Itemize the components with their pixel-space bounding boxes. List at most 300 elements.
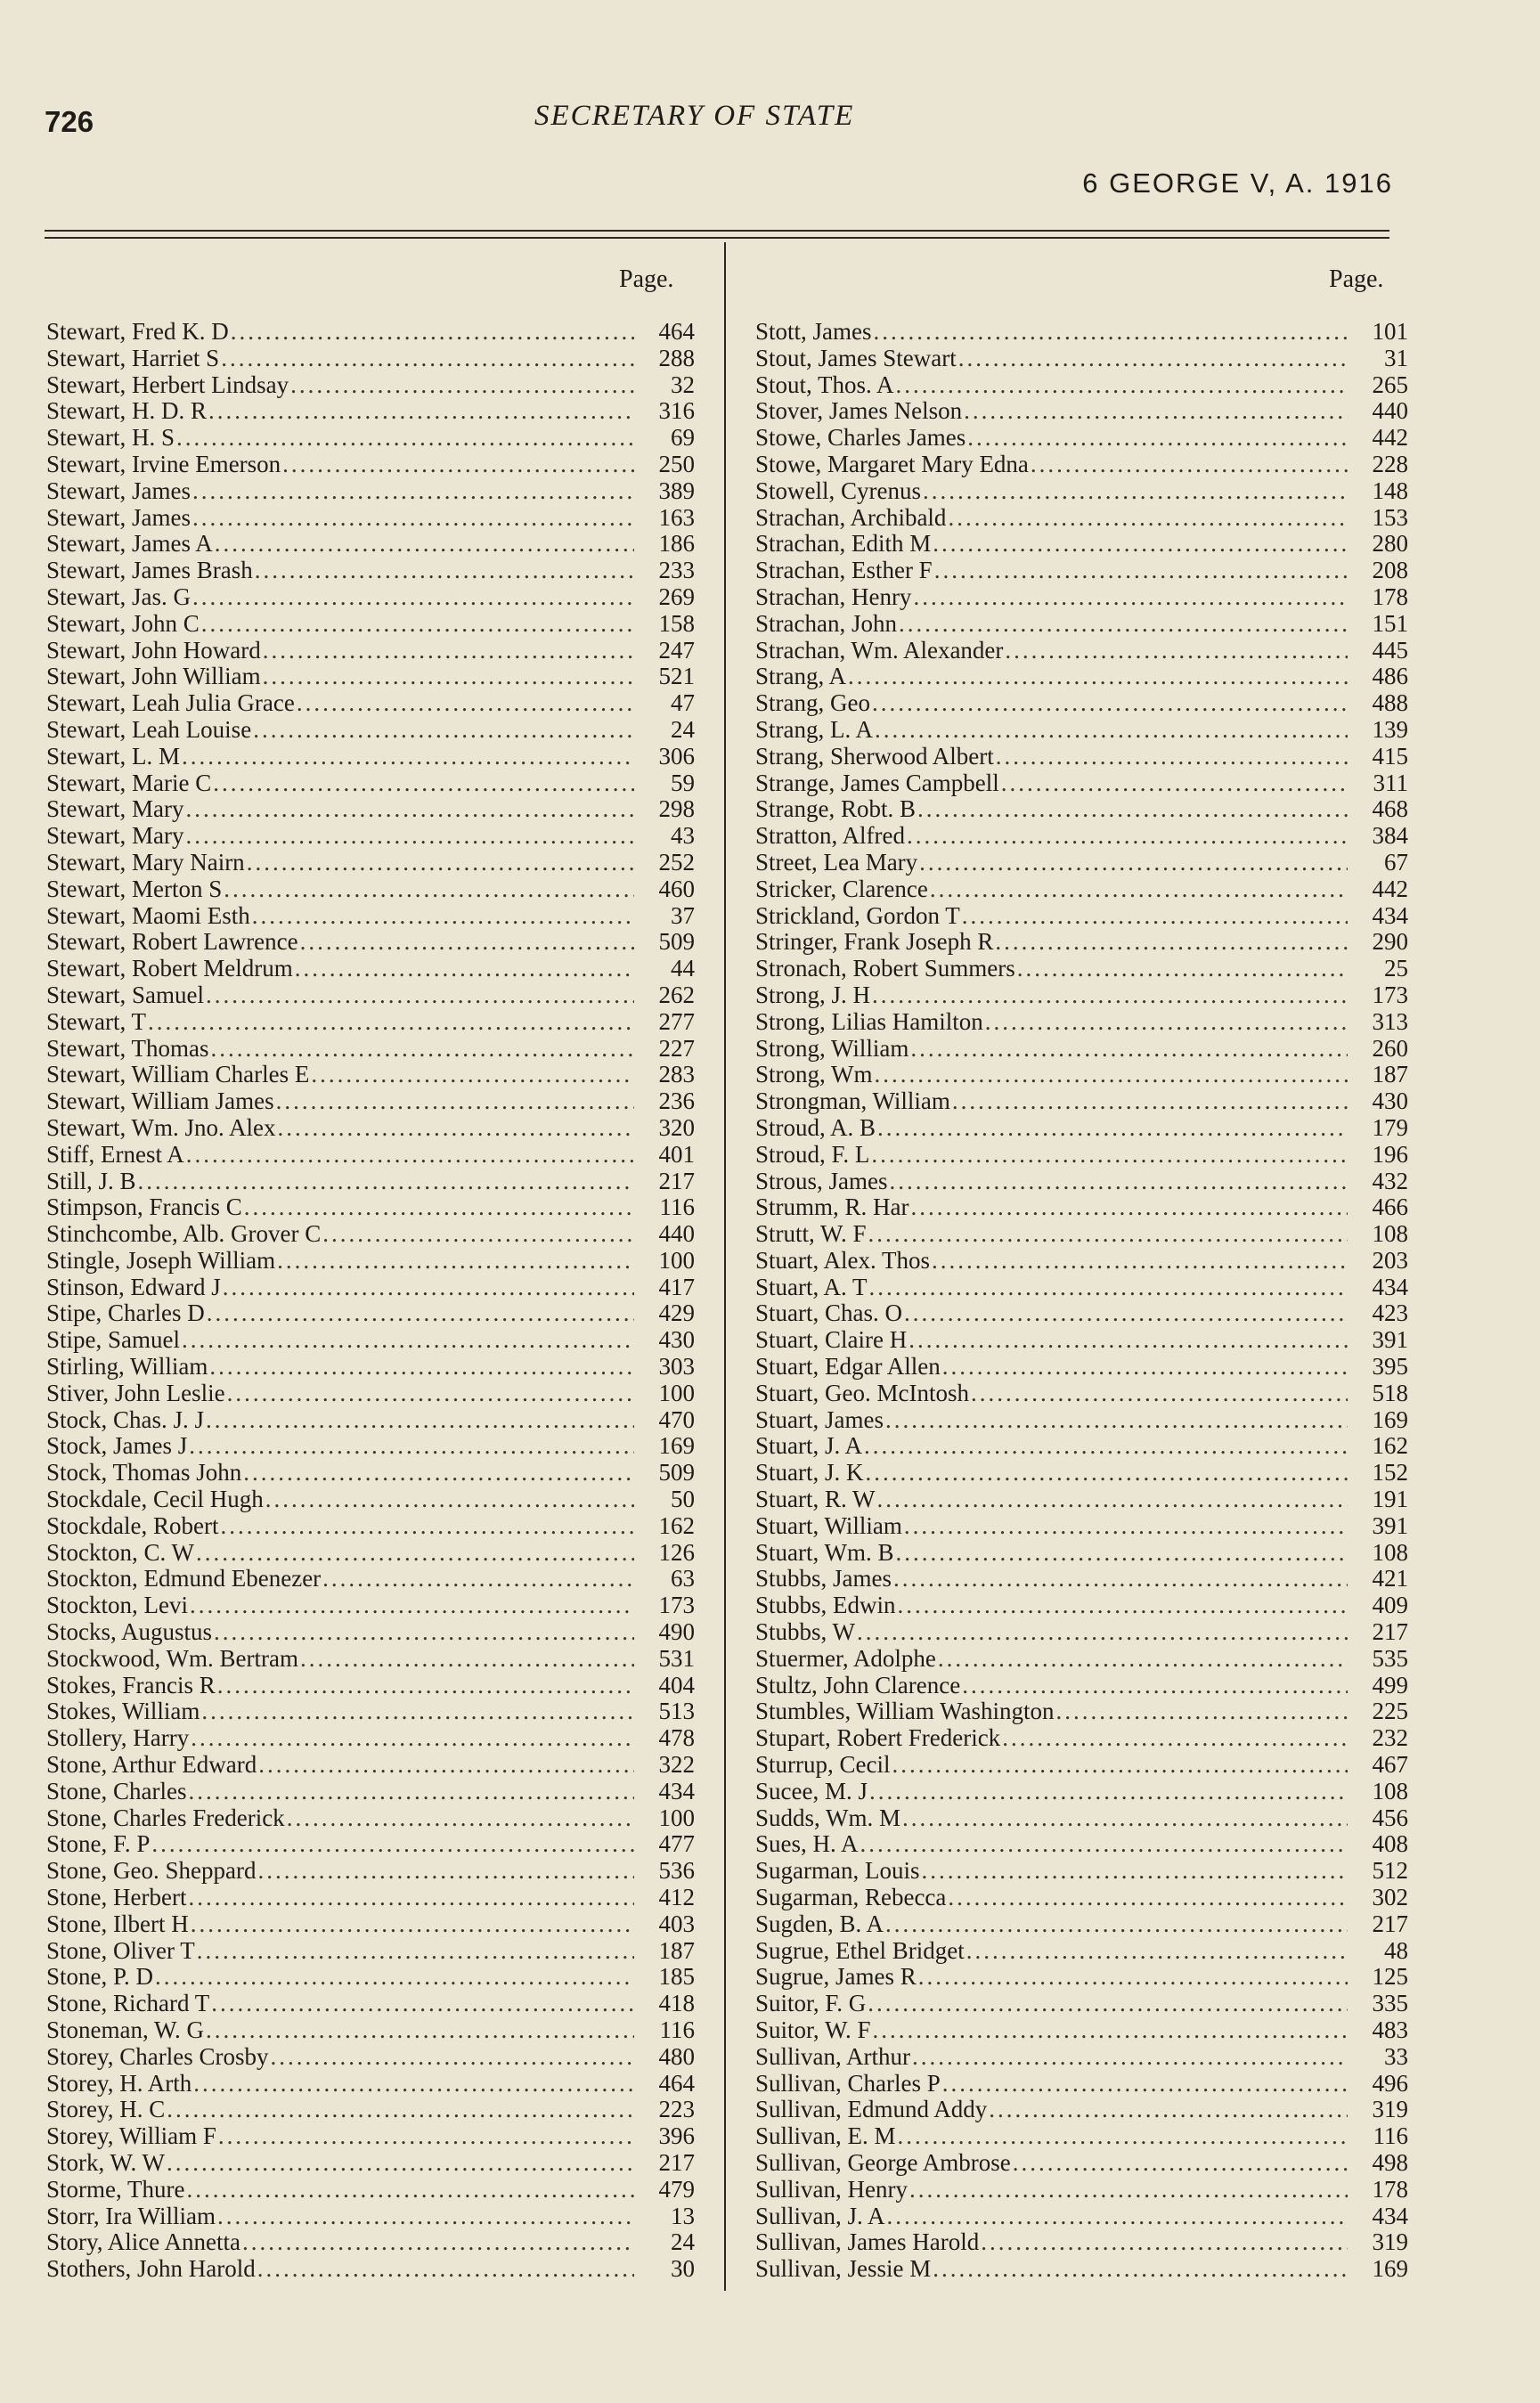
index-entry bbox=[755, 956, 1408, 982]
dot-leader bbox=[902, 1805, 1348, 1832]
entry-name: Stiff, Ernest A bbox=[46, 1141, 184, 1168]
entry-name: Sugarman, Rebecca bbox=[755, 1885, 947, 1911]
dot-leader bbox=[270, 2044, 634, 2071]
entry-name: Stewart, Mary bbox=[46, 823, 184, 850]
dot-leader bbox=[186, 1142, 634, 1169]
index-entry bbox=[46, 1566, 695, 1592]
index-entry bbox=[755, 690, 1408, 717]
index-entry bbox=[46, 372, 695, 399]
entry-name: Stone, P. D bbox=[46, 1964, 154, 1991]
entry-page-number: 179 bbox=[1372, 1114, 1408, 1141]
dot-leader bbox=[930, 876, 1348, 903]
index-entry bbox=[755, 2203, 1408, 2230]
entry-page-number: 25 bbox=[1384, 956, 1408, 982]
entry-page-number: 67 bbox=[1384, 849, 1408, 876]
entry-name: Sullivan, Edmund Addy bbox=[755, 2097, 988, 2123]
entry-name: Sugrue, Ethel Bridget bbox=[755, 1937, 965, 1964]
index-entry bbox=[755, 319, 1408, 346]
entry-page-number: 434 bbox=[1372, 2203, 1408, 2229]
index-entry bbox=[755, 2123, 1408, 2150]
entry-page-number: 303 bbox=[658, 1354, 695, 1381]
index-entry bbox=[46, 1513, 695, 1540]
dot-leader bbox=[923, 478, 1348, 505]
dot-leader bbox=[224, 876, 634, 903]
dot-leader bbox=[218, 2123, 634, 2150]
entry-page-number: 467 bbox=[1372, 1752, 1408, 1779]
index-entry bbox=[46, 664, 695, 690]
dot-leader bbox=[1005, 638, 1348, 664]
index-entry bbox=[755, 1858, 1408, 1885]
dot-leader bbox=[966, 1938, 1348, 1965]
entry-name: Stuart, Edgar Allen bbox=[755, 1354, 941, 1381]
entry-page-number: 30 bbox=[671, 2256, 695, 2283]
entry-name: Street, Lea Mary bbox=[755, 849, 918, 876]
entry-page-number: 252 bbox=[658, 849, 695, 876]
dot-leader bbox=[247, 850, 634, 876]
dot-leader bbox=[877, 1115, 1348, 1142]
entry-name: Stubbs, James bbox=[755, 1566, 892, 1592]
dot-leader bbox=[277, 1248, 634, 1275]
dot-leader bbox=[148, 1009, 634, 1036]
dot-leader bbox=[167, 2150, 634, 2177]
entry-name: Sullivan, Charles P bbox=[755, 2070, 941, 2097]
entry-page-number: 391 bbox=[1372, 1512, 1408, 1539]
entry-page-number: 236 bbox=[658, 1088, 695, 1115]
dot-leader bbox=[282, 452, 634, 478]
dot-leader bbox=[869, 1275, 1348, 1301]
dot-leader bbox=[227, 1381, 634, 1407]
entry-name: Strong, Wm bbox=[755, 1062, 873, 1088]
index-entry bbox=[46, 1009, 695, 1036]
entry-name: Stewart, Mary Nairn bbox=[46, 849, 245, 876]
index-entry bbox=[46, 2097, 695, 2123]
dot-leader bbox=[208, 398, 634, 425]
dot-leader bbox=[176, 425, 634, 452]
entry-name: Sullivan, J. A bbox=[755, 2203, 885, 2229]
entry-name: Strang, L. A bbox=[755, 716, 873, 743]
dot-leader bbox=[932, 1248, 1348, 1275]
entry-name: Stewart, Harriet S bbox=[46, 345, 220, 371]
dot-leader bbox=[938, 1646, 1348, 1673]
entry-page-number: 100 bbox=[658, 1380, 695, 1406]
entry-page-number: 423 bbox=[1372, 1300, 1408, 1327]
entry-page-number: 512 bbox=[1372, 1858, 1408, 1885]
dot-leader bbox=[918, 1964, 1348, 1991]
index-entry bbox=[46, 425, 695, 452]
dot-leader bbox=[201, 1698, 634, 1725]
index-entry bbox=[755, 1487, 1408, 1513]
entry-name: Stroud, A. B bbox=[755, 1114, 876, 1141]
entry-page-number: 479 bbox=[658, 2176, 695, 2203]
dot-leader bbox=[191, 1725, 634, 1752]
dot-leader bbox=[917, 796, 1348, 823]
entry-page-number: 125 bbox=[1372, 1964, 1408, 1991]
index-entry bbox=[755, 1300, 1408, 1327]
entry-name: Stowell, Cyrenus bbox=[755, 477, 921, 504]
entry-page-number: 158 bbox=[658, 610, 695, 637]
dot-leader bbox=[1031, 452, 1348, 478]
index-entry bbox=[755, 2017, 1408, 2044]
entry-page-number: 217 bbox=[658, 2149, 695, 2176]
entry-page-number: 319 bbox=[1372, 2229, 1408, 2256]
dot-leader bbox=[1017, 956, 1348, 982]
index-entry bbox=[755, 372, 1408, 399]
entry-page-number: 217 bbox=[658, 1168, 695, 1194]
entry-name: Stone, Charles bbox=[46, 1778, 187, 1804]
entry-name: Stockdale, Robert bbox=[46, 1512, 219, 1539]
entry-name: Strang, Sherwood Albert bbox=[755, 743, 994, 770]
dot-leader bbox=[967, 425, 1348, 452]
entry-page-number: 408 bbox=[1372, 1831, 1408, 1858]
entry-name: Strumm, R. Har bbox=[755, 1194, 909, 1221]
dot-leader bbox=[869, 1779, 1348, 1805]
index-entry bbox=[46, 1327, 695, 1354]
entry-page-number: 116 bbox=[659, 1194, 695, 1221]
column-divider bbox=[724, 242, 726, 2291]
entry-name: Storr, Ira William bbox=[46, 2203, 216, 2229]
index-entry bbox=[46, 1858, 695, 1885]
entry-page-number: 434 bbox=[1372, 902, 1408, 929]
dot-leader bbox=[191, 1911, 634, 1938]
dot-leader bbox=[971, 1381, 1348, 1407]
dot-leader bbox=[213, 770, 634, 797]
entry-name: Strachan, Wm. Alexander bbox=[755, 637, 1004, 664]
entry-name: Strong, Lilias Hamilton bbox=[755, 1008, 983, 1035]
index-entry bbox=[755, 611, 1408, 638]
dot-leader bbox=[277, 1115, 634, 1142]
index-entry bbox=[755, 1540, 1408, 1567]
dot-leader bbox=[981, 2229, 1348, 2256]
dot-leader bbox=[887, 2203, 1348, 2230]
entry-name: Sugarman, Louis bbox=[755, 1858, 920, 1885]
dot-leader bbox=[210, 1036, 634, 1063]
index-entry bbox=[755, 1964, 1408, 1991]
dot-leader bbox=[1056, 1698, 1349, 1725]
dot-leader bbox=[985, 1009, 1348, 1036]
entry-name: Strachan, Esther F bbox=[755, 558, 933, 584]
entry-name: Sullivan, James Harold bbox=[755, 2229, 980, 2256]
entry-page-number: 223 bbox=[658, 2097, 695, 2123]
index-entry bbox=[755, 346, 1408, 372]
entry-page-number: 509 bbox=[658, 929, 695, 956]
entry-page-number: 298 bbox=[658, 796, 695, 823]
entry-page-number: 311 bbox=[1373, 770, 1408, 796]
dot-leader bbox=[311, 1062, 634, 1088]
dot-leader bbox=[287, 1805, 634, 1832]
entry-name: Stoneman, W. G bbox=[46, 2017, 205, 2043]
entry-name: Stronach, Robert Summers bbox=[755, 956, 1015, 982]
entry-page-number: 59 bbox=[671, 770, 695, 796]
index-entry bbox=[755, 2097, 1408, 2123]
entry-page-number: 395 bbox=[1372, 1354, 1408, 1381]
entry-name: Stowe, Margaret Mary Edna bbox=[755, 451, 1029, 477]
dot-leader bbox=[872, 2017, 1348, 2044]
entry-page-number: 24 bbox=[671, 2229, 695, 2256]
entry-name: Stewart, Irvine Emerson bbox=[46, 451, 281, 477]
entry-page-number: 488 bbox=[1372, 690, 1408, 717]
entry-page-number: 456 bbox=[1372, 1804, 1408, 1831]
index-entry bbox=[755, 1673, 1408, 1699]
entry-page-number: 430 bbox=[658, 1327, 695, 1354]
index-entry bbox=[755, 717, 1408, 744]
entry-page-number: 173 bbox=[658, 1592, 695, 1619]
entry-name: Strong, William bbox=[755, 1035, 909, 1062]
dot-leader bbox=[872, 690, 1348, 717]
entry-page-number: 162 bbox=[658, 1512, 695, 1539]
entry-page-number: 531 bbox=[658, 1645, 695, 1672]
entry-name: Suitor, F. G bbox=[755, 1991, 867, 2017]
entry-page-number: 227 bbox=[658, 1035, 695, 1062]
dot-leader bbox=[263, 638, 634, 664]
index-entry bbox=[755, 1115, 1408, 1142]
entry-name: Stewart, Robert Meldrum bbox=[46, 956, 293, 982]
index-entry bbox=[755, 1433, 1408, 1460]
dot-leader bbox=[912, 2044, 1348, 2071]
entry-page-number: 178 bbox=[1372, 583, 1408, 610]
entry-page-number: 483 bbox=[1372, 2017, 1408, 2043]
dot-leader bbox=[189, 1433, 634, 1460]
entry-name: Stewart, Jas. G bbox=[46, 583, 191, 610]
dot-leader bbox=[877, 1487, 1349, 1513]
entry-name: Stubbs, W bbox=[755, 1619, 856, 1646]
index-entry bbox=[755, 982, 1408, 1009]
index-entry bbox=[46, 319, 695, 346]
entry-name: Stingle, Joseph William bbox=[46, 1247, 276, 1274]
entry-page-number: 232 bbox=[1372, 1725, 1408, 1752]
dot-leader bbox=[231, 319, 634, 346]
index-entry bbox=[46, 903, 695, 930]
entry-page-number: 208 bbox=[1372, 558, 1408, 584]
index-entry bbox=[755, 1407, 1408, 1434]
index-entry bbox=[755, 1779, 1408, 1805]
dot-leader bbox=[948, 1885, 1348, 1911]
dot-leader bbox=[962, 1673, 1348, 1699]
entry-page-number: 434 bbox=[1372, 1274, 1408, 1300]
entry-name: Stewart, Fred K. D bbox=[46, 319, 229, 345]
entry-page-number: 217 bbox=[1372, 1619, 1408, 1646]
index-entry bbox=[46, 929, 695, 956]
index-entry bbox=[46, 2150, 695, 2177]
index-entry bbox=[46, 2123, 695, 2150]
entry-page-number: 509 bbox=[658, 1460, 695, 1487]
index-entry bbox=[755, 2229, 1408, 2256]
index-entry bbox=[46, 1779, 695, 1805]
entry-page-number: 116 bbox=[1373, 2123, 1408, 2150]
entry-name: Stone, Herbert bbox=[46, 1885, 187, 1911]
entry-name: Sullivan, Henry bbox=[755, 2176, 908, 2203]
dot-leader bbox=[252, 903, 634, 930]
dot-leader bbox=[899, 611, 1348, 638]
dot-leader bbox=[182, 744, 634, 770]
dot-leader bbox=[253, 717, 634, 744]
dot-leader bbox=[874, 319, 1348, 346]
entry-name: Stumbles, William Washington bbox=[755, 1698, 1055, 1725]
entry-name: Stipe, Charles D bbox=[46, 1300, 205, 1327]
dot-leader bbox=[875, 1062, 1348, 1088]
entry-page-number: 432 bbox=[1372, 1168, 1408, 1194]
dot-leader bbox=[864, 1433, 1348, 1460]
entry-name: Stewart, James Brash bbox=[46, 558, 253, 584]
dot-leader bbox=[898, 1592, 1348, 1619]
entry-page-number: 470 bbox=[658, 1406, 695, 1433]
entry-page-number: 153 bbox=[1372, 504, 1408, 531]
entry-name: Strutt, W. F bbox=[755, 1221, 867, 1248]
dot-leader bbox=[885, 1911, 1348, 1938]
index-entry bbox=[755, 452, 1408, 478]
entry-page-number: 37 bbox=[671, 902, 695, 929]
entry-page-number: 535 bbox=[1372, 1645, 1408, 1672]
entry-page-number: 108 bbox=[1372, 1221, 1408, 1248]
entry-page-number: 468 bbox=[1372, 796, 1408, 823]
entry-name: Stewart, Marie C bbox=[46, 770, 212, 796]
dot-leader bbox=[188, 1779, 634, 1805]
dot-leader bbox=[220, 1513, 634, 1540]
dot-leader bbox=[138, 1169, 634, 1195]
entry-page-number: 417 bbox=[658, 1274, 695, 1300]
entry-page-number: 100 bbox=[658, 1247, 695, 1274]
entry-name: Sucee, M. J bbox=[755, 1778, 868, 1804]
entry-name: Stewart, Robert Lawrence bbox=[46, 929, 298, 956]
entry-page-number: 415 bbox=[1372, 743, 1408, 770]
index-entry bbox=[46, 2229, 695, 2256]
entry-name: Stockton, Edmund Ebenezer bbox=[46, 1566, 322, 1592]
entry-name: Stewart, Maomi Esth bbox=[46, 902, 250, 929]
index-entry bbox=[755, 425, 1408, 452]
entry-page-number: 108 bbox=[1372, 1539, 1408, 1566]
entry-page-number: 151 bbox=[1372, 610, 1408, 637]
index-entry bbox=[46, 1991, 695, 2017]
entry-name: Stuart, Claire H bbox=[755, 1327, 908, 1354]
entry-name: Stewart, James A bbox=[46, 531, 213, 558]
dot-leader bbox=[258, 1752, 634, 1779]
index-entry bbox=[755, 638, 1408, 664]
entry-name: Strongman, William bbox=[755, 1088, 950, 1115]
entry-name: Sugden, B. A bbox=[755, 1910, 884, 1937]
entry-page-number: 403 bbox=[658, 1910, 695, 1937]
index-entry bbox=[755, 1698, 1408, 1725]
entry-name: Sullivan, Arthur bbox=[755, 2043, 910, 2070]
entry-name: Sugrue, James R bbox=[755, 1964, 917, 1991]
entry-name: Story, Alice Annetta bbox=[46, 2229, 240, 2256]
entry-name: Stipe, Samuel bbox=[46, 1327, 180, 1354]
dot-leader bbox=[958, 346, 1348, 372]
entry-page-number: 265 bbox=[1372, 371, 1408, 398]
entry-page-number: 442 bbox=[1372, 425, 1408, 452]
entry-name: Stewart, Mary bbox=[46, 796, 184, 823]
header-rule-bottom bbox=[45, 237, 1389, 239]
index-entry bbox=[46, 2044, 695, 2071]
entry-page-number: 389 bbox=[658, 477, 695, 504]
index-entry bbox=[46, 690, 695, 717]
entry-name: Stockdale, Cecil Hugh bbox=[46, 1487, 264, 1513]
entry-name: Stewart, Merton S bbox=[46, 876, 223, 902]
dot-leader bbox=[904, 1513, 1348, 1540]
index-entry bbox=[46, 850, 695, 876]
entry-name: Stokes, William bbox=[46, 1698, 200, 1725]
entry-name: Stewart, Herbert Lindsay bbox=[46, 371, 289, 398]
dot-leader bbox=[866, 1460, 1349, 1487]
index-entry bbox=[755, 584, 1408, 611]
dot-leader bbox=[244, 1194, 634, 1221]
dot-leader bbox=[276, 1088, 634, 1115]
right-index-column bbox=[755, 319, 1408, 2283]
dot-leader bbox=[167, 2097, 634, 2123]
index-entry bbox=[755, 398, 1408, 425]
dot-leader bbox=[193, 2071, 634, 2098]
dot-leader bbox=[942, 2071, 1348, 2098]
entry-page-number: 260 bbox=[1372, 1035, 1408, 1062]
dot-leader bbox=[848, 664, 1348, 690]
entry-page-number: 247 bbox=[658, 637, 695, 664]
index-entry bbox=[755, 1805, 1408, 1832]
dot-leader bbox=[911, 1194, 1349, 1221]
entry-page-number: 460 bbox=[658, 876, 695, 902]
index-entry bbox=[46, 1752, 695, 1779]
index-entry bbox=[46, 398, 695, 425]
index-entry bbox=[46, 1221, 695, 1248]
dot-leader bbox=[155, 1964, 634, 1991]
dot-leader bbox=[860, 1831, 1348, 1858]
entry-page-number: 32 bbox=[671, 371, 695, 398]
entry-page-number: 498 bbox=[1372, 2149, 1408, 2176]
entry-page-number: 288 bbox=[658, 345, 695, 371]
entry-page-number: 313 bbox=[1372, 1008, 1408, 1035]
entry-page-number: 148 bbox=[1372, 477, 1408, 504]
dot-leader bbox=[217, 2203, 634, 2230]
entry-page-number: 101 bbox=[1372, 319, 1408, 345]
entry-name: Stock, Thomas John bbox=[46, 1460, 242, 1487]
dot-leader bbox=[896, 1540, 1348, 1567]
entry-name: Stimpson, Francis C bbox=[46, 1194, 242, 1221]
entry-page-number: 169 bbox=[658, 1433, 695, 1460]
dot-leader bbox=[265, 1487, 634, 1513]
index-entry bbox=[46, 1381, 695, 1407]
entry-name: Sues, H. A bbox=[755, 1831, 859, 1858]
dot-leader bbox=[934, 558, 1348, 584]
running-title: SECRETARY OF STATE bbox=[534, 100, 855, 132]
dot-leader bbox=[192, 505, 634, 532]
entry-name: Strong, J. H bbox=[755, 982, 871, 1008]
dot-leader bbox=[206, 982, 634, 1009]
entry-page-number: 169 bbox=[1372, 1406, 1408, 1433]
index-entry bbox=[46, 1646, 695, 1673]
entry-name: Stuart, Alex. Thos bbox=[755, 1247, 931, 1274]
entry-name: Stinson, Edward J bbox=[46, 1274, 221, 1300]
entry-name: Stock, James J bbox=[46, 1433, 188, 1460]
entry-name: Stover, James Nelson bbox=[755, 398, 963, 425]
entry-name: Strachan, John bbox=[755, 610, 897, 637]
dot-leader bbox=[201, 611, 634, 638]
dot-leader bbox=[921, 1858, 1348, 1885]
dot-leader bbox=[885, 1407, 1348, 1434]
index-entry bbox=[755, 1248, 1408, 1275]
entry-name: Stone, Oliver T bbox=[46, 1937, 195, 1964]
dot-leader bbox=[910, 1036, 1348, 1063]
entry-name: Stewart, James bbox=[46, 477, 191, 504]
entry-name: Stock, Chas. J. J bbox=[46, 1406, 205, 1433]
entry-page-number: 430 bbox=[1372, 1088, 1408, 1115]
entry-name: Stirling, William bbox=[46, 1354, 208, 1381]
right-page-heading: Page. bbox=[1329, 265, 1384, 293]
entry-page-number: 163 bbox=[658, 504, 695, 531]
index-entry bbox=[755, 1009, 1408, 1036]
entry-page-number: 233 bbox=[658, 558, 695, 584]
entry-page-number: 499 bbox=[1372, 1672, 1408, 1698]
entry-name: Storey, Charles Crosby bbox=[46, 2043, 269, 2070]
index-entry bbox=[755, 1592, 1408, 1619]
dot-leader bbox=[186, 2177, 634, 2203]
dot-leader bbox=[207, 1300, 634, 1327]
